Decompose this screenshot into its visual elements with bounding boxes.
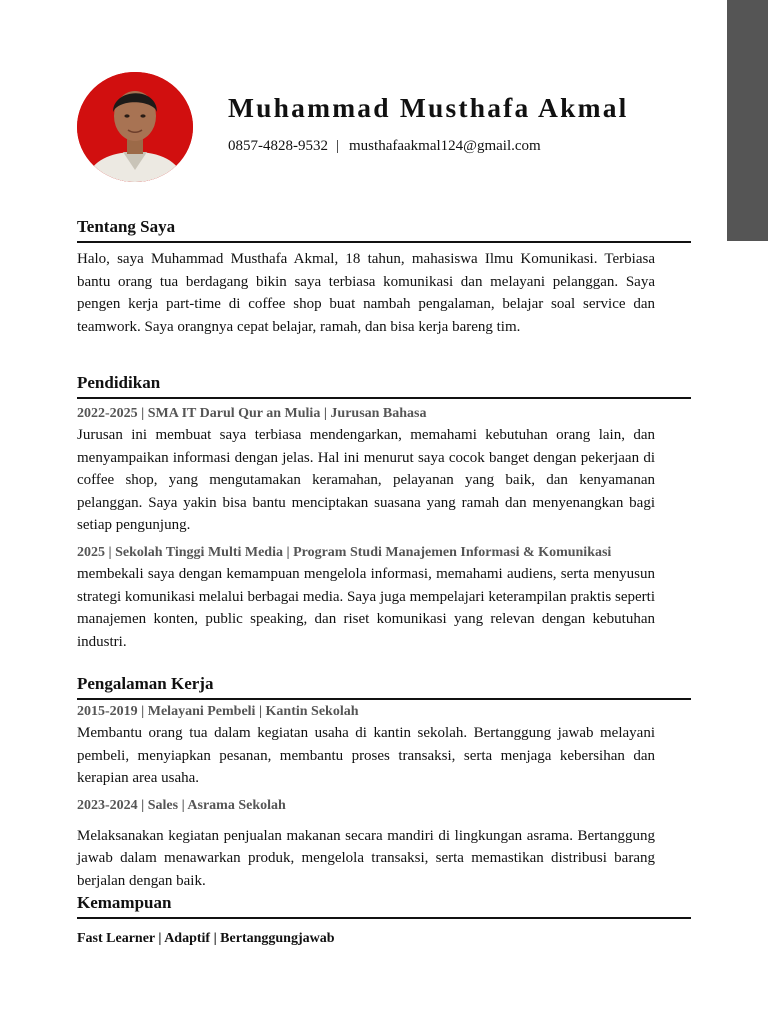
phone-number: 0857-4828-9532 bbox=[228, 138, 328, 154]
profile-photo bbox=[77, 72, 193, 182]
education-section bbox=[77, 373, 691, 653]
experience-divider bbox=[77, 698, 691, 700]
education-item-heading: 2025 | Sekolah Tinggi Multi Media | Program Studi Manajemen Informasi & Komunikasi bbox=[77, 544, 612, 560]
experience-item-heading: 2015-2019 | Melayani Pembeli | Kantin Sekolah bbox=[77, 704, 359, 719]
contact-separator: | bbox=[336, 138, 340, 154]
skills-list: Fast Learner | Adaptif | Bertanggungjawab bbox=[77, 931, 335, 946]
education-item-heading: 2022-2025 | SMA IT Darul Qur an Mulia | Jurusan Bahasa bbox=[77, 406, 427, 421]
education-divider bbox=[77, 397, 691, 399]
about-title: Tentang Saya bbox=[77, 217, 176, 236]
scrollbar-thumb[interactable] bbox=[727, 0, 768, 241]
education-title: Pendidikan bbox=[77, 373, 161, 392]
education-item-text: Jurusan ini membuat saya terbiasa mendengarkan, memahami kebutuhan orang lain, dan menyampaikan informasi dengan jelas. Hal ini menurut saya cocok banget dengan pekerjaan di coffee shop, yang mengutamakan keramahan, pelayanan yang baik, dan kenyamanan pelanggan. Saya yakin bisa bantu menciptakan suasana yang ramah dan menyenangkan bagi setiap pengunjung. bbox=[77, 427, 655, 534]
about-divider bbox=[77, 241, 691, 243]
experience-item-text: Membantu orang tua dalam kegiatan usaha di kantin sekolah. Bertanggung jawab melayani pembeli, menyiapkan pesanan, membantu proses transaksi, serta menjaga kebersihan dan kerapian area usaha. bbox=[77, 725, 655, 787]
contact-line bbox=[228, 138, 541, 155]
skills-divider bbox=[77, 917, 691, 919]
about-text: Halo, saya Muhammad Musthafa Akmal, 18 tahun, mahasiswa Ilmu Komunikasi. Terbiasa bantu orang tua berdagang bikin saya terbiasa komunikasi dan melayani pelanggan. Saya pengen kerja part-time di coffee shop buat nambah pengalaman, belajar soal service dan teamwork. Saya orangnya cepat belajar, ramah, dan bisa kerja bareng tim. bbox=[77, 251, 655, 335]
experience-item-text: Melaksanakan kegiatan penjualan makanan secara mandiri di lingkungan asrama. Bertanggung jawab dalam menawarkan produk, mengelola transaksi, serta memastikan distribusi barang berjalan dengan baik. bbox=[77, 827, 655, 889]
experience-title: Pengalaman Kerja bbox=[77, 674, 214, 693]
skills-title: Kemampuan bbox=[77, 893, 172, 912]
about-section bbox=[77, 217, 691, 338]
education-item-text: membekali saya dengan kemampuan mengelola informasi, memahami audiens, serta menyusun strategi komunikasi melalui berbagai media. Saya juga mempelajari keterampilan praktis seperti manajemen konten, public speaking, dan riset komunikasi yang relevan dengan kebutuhan industri. bbox=[77, 565, 655, 650]
email-address: musthafaakmal124@gmail.com bbox=[349, 138, 541, 154]
experience-section bbox=[77, 674, 691, 893]
skills-section bbox=[77, 893, 691, 947]
experience-item-heading: 2023-2024 | Sales | Asrama Sekolah bbox=[77, 797, 286, 813]
candidate-name: Muhammad Musthafa Akmal bbox=[228, 92, 629, 123]
